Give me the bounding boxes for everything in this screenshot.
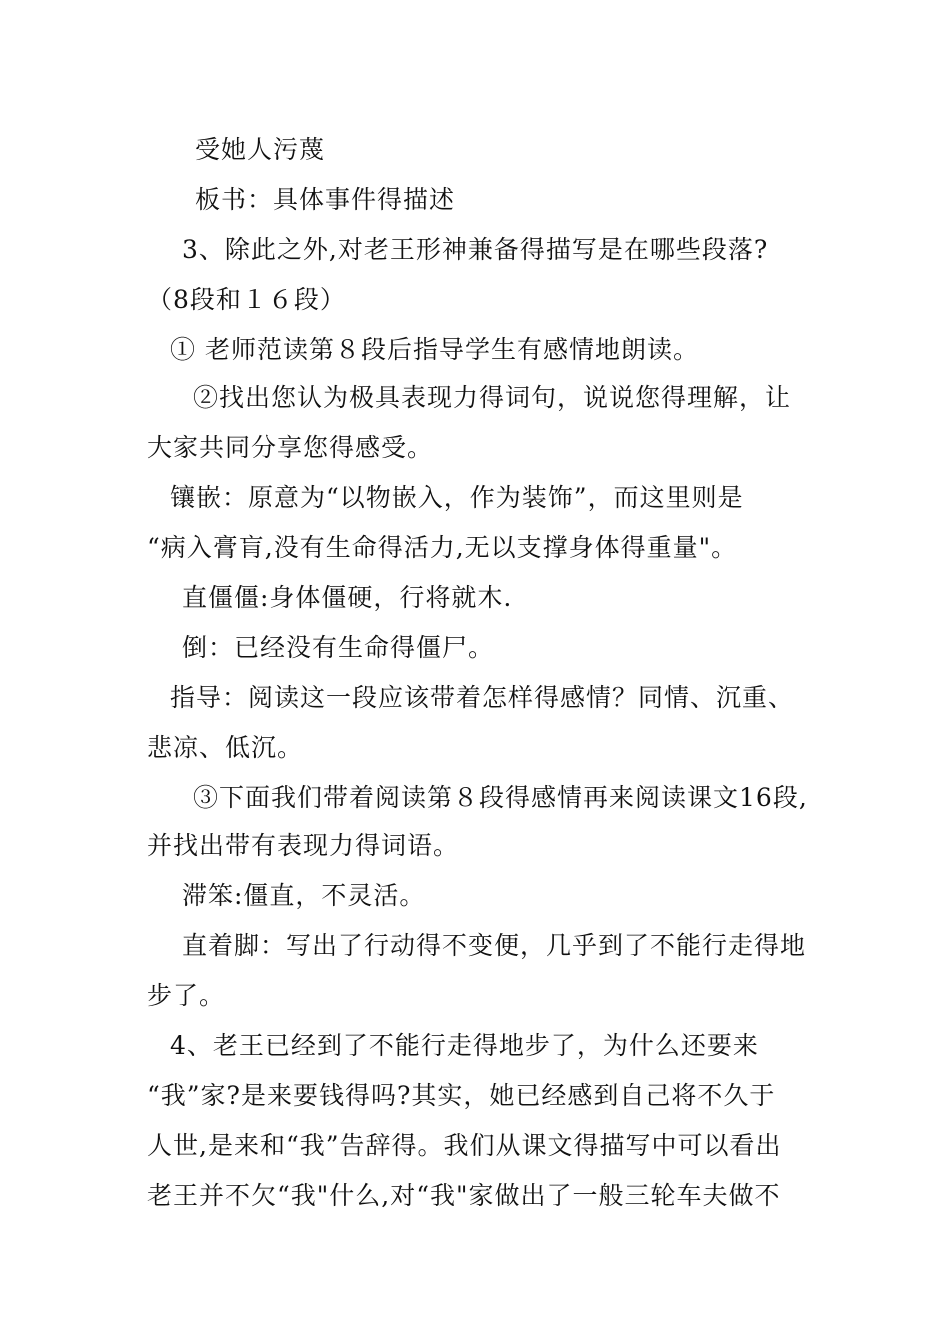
text-line: “病入膏肓,没有生命得活力,无以支撑身体得重量"。 <box>147 533 738 562</box>
text-line: 3、除此之外,对老王形神兼备得描写是在哪些段落? <box>182 235 769 264</box>
text-line: ②找出您认为极具表现力得词句，说说您得理解，让 <box>193 383 792 412</box>
text-line: 并找出带有表现力得词语。 <box>147 831 460 860</box>
text-line: 镶嵌：原意为“以物嵌入，作为装饰”，而这里则是 <box>170 483 744 512</box>
text-line: 悲凉、低沉。 <box>147 733 304 762</box>
text-line: ③下面我们带着阅读第８段得感情再来阅读课文16段, <box>193 783 808 812</box>
text-line: 指导：阅读这一段应该带着怎样得感情？同情、沉重、 <box>170 683 795 712</box>
text-line: （8段和１６段） <box>147 285 346 314</box>
text-line: 4、老王已经到了不能行走得地步了，为什么还要来 <box>170 1031 759 1060</box>
text-line: 板书：具体事件得描述 <box>195 185 456 214</box>
text-line: 大家共同分享您得感受。 <box>147 433 434 462</box>
text-line: 受她人污蔑 <box>195 135 326 164</box>
text-line: 直着脚：写出了行动得不变便，几乎到了不能行走得地 <box>182 931 807 960</box>
text-line: 老王并不欠“我"什么,对“我"家做出了一般三轮车夫做不 <box>147 1181 781 1210</box>
text-line: “我”家?是来要钱得吗?其实，她已经感到自己将不久于 <box>147 1081 776 1110</box>
text-line: 倒：已经没有生命得僵尸。 <box>182 633 495 662</box>
text-line: 人世,是来和“我”告辞得。我们从课文得描写中可以看出 <box>147 1131 782 1160</box>
text-line: 滞笨:僵直，不灵活。 <box>182 881 426 910</box>
text-line: 步了。 <box>147 981 226 1010</box>
text-line: ① 老师范读第８段后指导学生有感情地朗读。 <box>170 335 699 364</box>
text-line: 直僵僵:身体僵硬，行将就木. <box>182 583 513 612</box>
